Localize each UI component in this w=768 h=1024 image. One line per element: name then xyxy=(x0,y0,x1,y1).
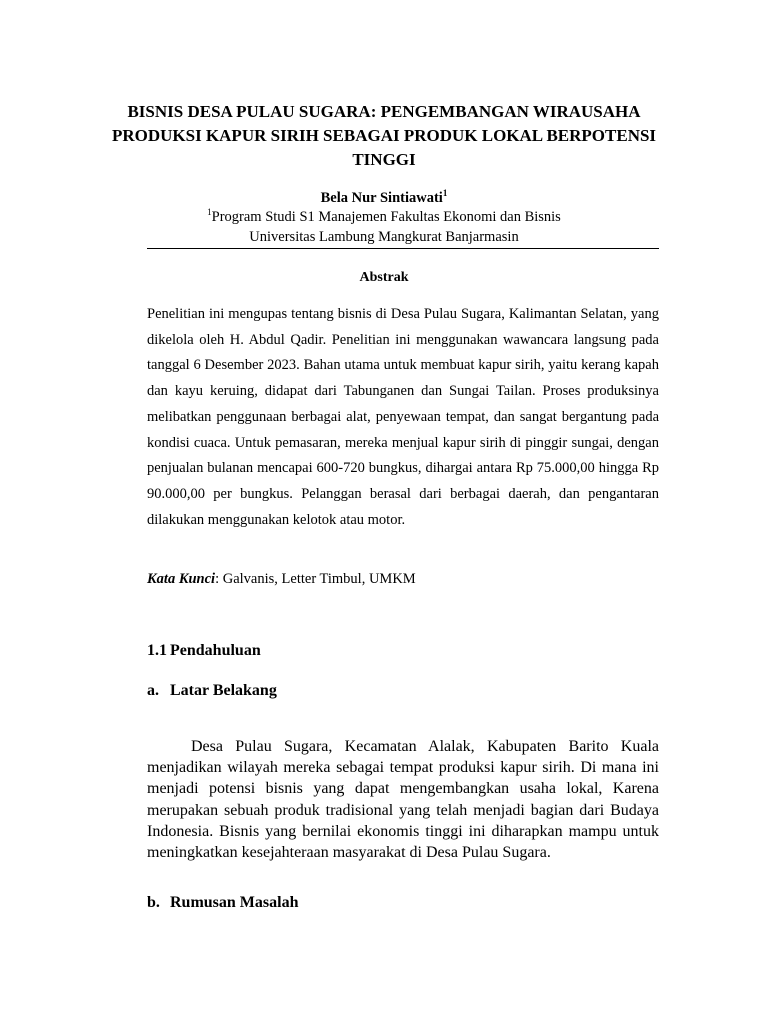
author-superscript: 1 xyxy=(442,188,448,199)
paper-title: BISNIS DESA PULAU SUGARA: PENGEMBANGAN WIRAUSAHA PRODUKSI KAPUR SIRIH SEBAGAI PRODUK LOKAL BERPOTENSI TINGGI xyxy=(111,102,657,169)
abstract-heading: Abstrak xyxy=(359,270,409,285)
affiliation-superscript: 1 xyxy=(207,207,212,218)
header-divider xyxy=(147,248,659,249)
affiliation-line-1 xyxy=(0,207,768,227)
affiliation xyxy=(0,207,768,247)
keywords-label: Kata Kunci xyxy=(147,571,216,587)
section-number: 1.1 xyxy=(147,642,167,659)
affiliation-line-1-text: Program Studi S1 Manajemen Fakultas Ekonomi dan Bisnis xyxy=(211,209,561,225)
subsection-b-marker: b. xyxy=(147,894,160,911)
keywords-value: Galvanis, Letter Timbul, UMKM xyxy=(222,571,416,587)
keywords xyxy=(147,569,659,589)
author-name xyxy=(0,188,768,208)
keywords-separator: : xyxy=(215,571,223,587)
abstract-text: Penelitian ini mengupas tentang bisnis di Desa Pulau Sugara, Kalimantan Selatan, yang dikelola oleh H. Abdul Qadir. Penelitian ini menggunakan wawancara langsung pada tanggal 6 Desember 2023. Bahan utama untuk membuat kapur sirih, yaitu kerang kapah dan kayu keruing, didapat dari Tabunganen dan Sungai Tailan. Proses produksinya melibatkan penggunaan berbagai alat, penyewaan tempat, dan sangat bergantung pada kondisi cuaca. Untuk pemasaran, mereka menjual kapur sirih di pinggir sungai, dengan penjualan bulanan mencapai 600-720 bungkus, dihargai antara Rp 75.000,00 hingga Rp 90.000,00 per bungkus. Pelanggan berasal dari berbagai daerah, dan pengantaran dilakukan menggunakan kelotok atau motor. xyxy=(147,306,659,528)
section-heading-pendahuluan xyxy=(147,640,261,662)
subsection-latar-belakang xyxy=(147,680,277,702)
affiliation-line-2: Universitas Lambung Mangkurat Banjarmasin xyxy=(249,229,519,245)
section-title: Pendahuluan xyxy=(170,642,261,659)
author-name-text: Bela Nur Sintiawati xyxy=(320,190,443,206)
intro-paragraph: Desa Pulau Sugara, Kecamatan Alalak, Kabupaten Barito Kuala menjadikan wilayah mereka sebagai tempat produksi kapur sirih. Di mana ini menjadi potensi bisnis yang dapat mengembangkan usaha lokal, Karena merupakan sebuah produk tradisional yang telah menjadi bagian dari Budaya Indonesia. Bisnis yang bernilai ekonomis tinggi ini diharapkan mampu untuk meningkatkan kesejahteraan masyarakat di Desa Pulau Sugara. xyxy=(147,738,659,862)
subsection-a-title: Latar Belakang xyxy=(170,682,277,699)
subsection-b-title: Rumusan Masalah xyxy=(170,894,299,911)
subsection-rumusan-masalah xyxy=(147,892,298,914)
subsection-a-marker: a. xyxy=(147,682,159,699)
